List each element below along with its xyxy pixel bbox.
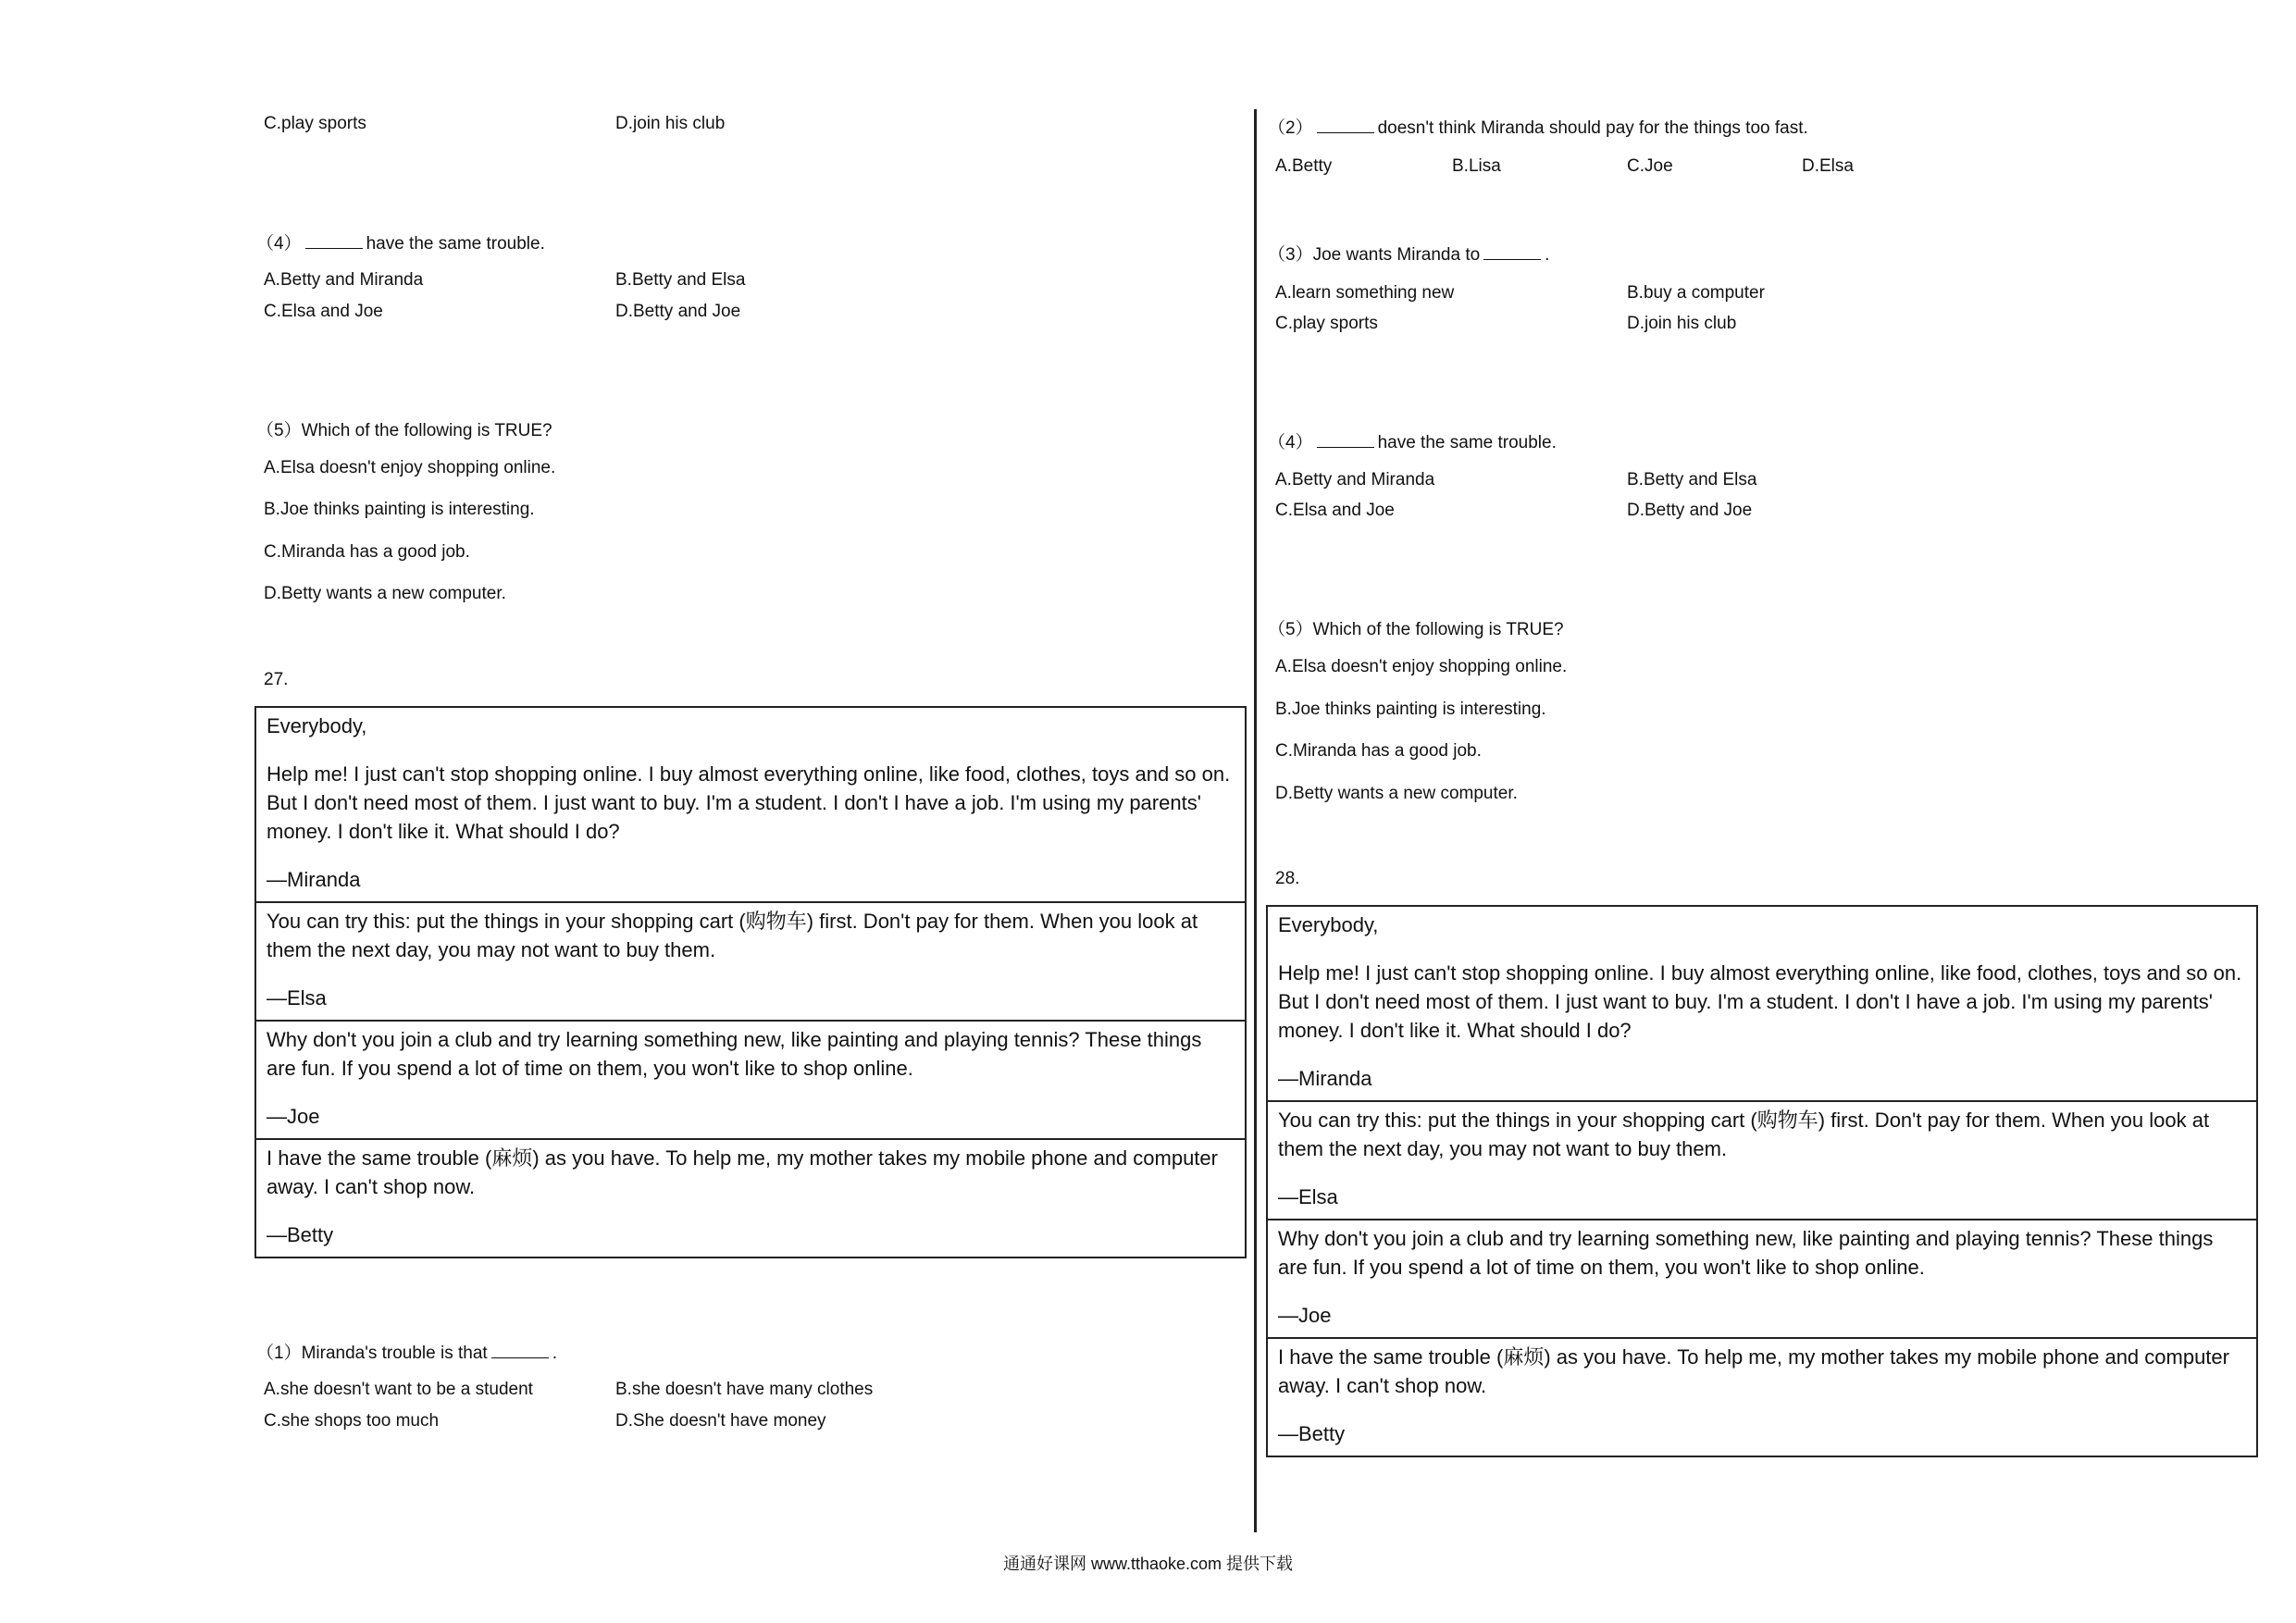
- question-3: [1268, 241, 1549, 266]
- option-c: C.Joe: [1627, 156, 1673, 176]
- answer-blank: [1317, 434, 1374, 448]
- option-b: B.Betty and Elsa: [1627, 470, 1757, 489]
- question-text: have the same trouble.: [1377, 433, 1557, 452]
- option-b: B.Betty and Elsa: [615, 270, 746, 290]
- letter-greeting: Everybody,: [1278, 913, 1379, 936]
- question-number: （4）: [256, 234, 302, 254]
- question-end: .: [552, 1344, 557, 1363]
- letter-body: I have the same trouble (麻烦) as you have. To help me, my mother takes my mobile phone and computer away. I can't shop now.: [267, 1146, 1218, 1198]
- letters-table: [1266, 905, 2258, 1457]
- option-b: B.buy a computer: [1627, 283, 1765, 303]
- question-5: （5）Which of the following is TRUE?: [256, 421, 552, 440]
- option-d: D.Betty and Joe: [1627, 501, 1753, 520]
- letter-row-betty: [255, 1139, 1246, 1258]
- letter-row-miranda: [255, 707, 1246, 902]
- option-b: B.Joe thinks painting is interesting.: [1275, 700, 1546, 719]
- answer-blank: [305, 235, 363, 249]
- letter-cell: [255, 1021, 1246, 1139]
- letter-signature: —Elsa: [267, 986, 327, 1010]
- letter-row-miranda: [1267, 906, 2257, 1101]
- option-a: A.Betty and Miranda: [1275, 470, 1435, 489]
- letter-row-betty: [1267, 1338, 2257, 1456]
- option-d: D.Betty and Joe: [615, 302, 741, 321]
- answer-blank: [1483, 246, 1541, 260]
- question-text: （1）Miranda's trouble is that: [256, 1344, 488, 1363]
- letter-signature: —Joe: [1278, 1304, 1332, 1327]
- option-d: D.She doesn't have money: [615, 1411, 826, 1431]
- letter-cell: [1267, 1220, 2257, 1338]
- option-d: D.join his club: [615, 114, 726, 133]
- letter-cell: [255, 707, 1246, 902]
- option-d: D.Elsa: [1802, 156, 1854, 176]
- question-number: （2）: [1268, 118, 1313, 138]
- column-divider: [1254, 109, 1257, 1532]
- answer-blank: [1317, 119, 1374, 133]
- option-b: B.Lisa: [1452, 156, 1501, 176]
- question-1: [256, 1339, 557, 1364]
- letter-row-elsa: [255, 902, 1246, 1021]
- option-a: A.Betty and Miranda: [264, 270, 424, 290]
- letter-row-joe: [255, 1021, 1246, 1139]
- letter-greeting: Everybody,: [267, 714, 367, 737]
- question-2: [1268, 114, 1808, 139]
- option-c: C.Miranda has a good job.: [1275, 741, 1482, 761]
- option-c: C.Elsa and Joe: [1275, 501, 1395, 520]
- question-text: （3）Joe wants Miranda to: [1268, 245, 1481, 265]
- option-b: B.she doesn't have many clothes: [615, 1380, 874, 1399]
- question-number-28: 28.: [1275, 869, 1300, 888]
- letter-body: You can try this: put the things in your shopping cart (购物车) first. Don't pay for them. When you look at them the next day, you may not want to buy them.: [267, 910, 1198, 961]
- letter-cell: [1267, 1101, 2257, 1220]
- letter-body: You can try this: put the things in your shopping cart (购物车) first. Don't pay for them. When you look at them the next day, you may not want to buy them.: [1278, 1109, 2210, 1160]
- option-d: D.Betty wants a new computer.: [1275, 784, 1518, 803]
- letter-signature: —Betty: [267, 1223, 334, 1246]
- question-number: （4）: [1268, 433, 1313, 452]
- answer-blank: [491, 1344, 549, 1358]
- option-a: A.Elsa doesn't enjoy shopping online.: [1275, 657, 1568, 676]
- option-c: C.she shops too much: [264, 1411, 440, 1431]
- page-footer: 通通好课网 www.tthaoke.com 提供下载: [1002, 1555, 1294, 1573]
- letter-row-joe: [1267, 1220, 2257, 1338]
- option-a: A.she doesn't want to be a student: [264, 1380, 533, 1399]
- option-d: D.join his club: [1627, 314, 1737, 333]
- question-number-27: 27.: [264, 670, 289, 689]
- option-c: C.Elsa and Joe: [264, 302, 383, 321]
- letters-table: [254, 706, 1247, 1258]
- letter-body: Why don't you join a club and try learning something new, like painting and playing tennis? These things are fun. If you spend a lot of time on them, you won't like to shop online.: [1278, 1227, 2214, 1279]
- letter-cell: [255, 1139, 1246, 1258]
- option-c: C.play sports: [1275, 314, 1378, 333]
- option-a: A.Betty: [1275, 156, 1333, 176]
- letter-body: Help me! I just can't stop shopping online. I buy almost everything online, like food, clothes, toys and so on. But I don't need most of them. I just want to buy. I'm a student. I don't I have a job. I'm using my parents' money. I don't like it. What should I do?: [267, 762, 1231, 843]
- letter-signature: —Joe: [267, 1105, 320, 1128]
- question-text: have the same trouble.: [366, 234, 545, 254]
- letter-body: I have the same trouble (麻烦) as you have. To help me, my mother takes my mobile phone and computer away. I can't shop now.: [1278, 1345, 2229, 1397]
- question-4: [1268, 428, 1557, 453]
- option-a: A.Elsa doesn't enjoy shopping online.: [264, 458, 556, 477]
- question-text: doesn't think Miranda should pay for the things too fast.: [1377, 118, 1808, 138]
- letter-body: Why don't you join a club and try learning something new, like painting and playing tennis? These things are fun. If you spend a lot of time on them, you won't like to shop online.: [267, 1028, 1202, 1080]
- letter-signature: —Elsa: [1278, 1185, 1338, 1208]
- letter-row-elsa: [1267, 1101, 2257, 1220]
- option-c: C.Miranda has a good job.: [264, 542, 470, 562]
- letter-signature: —Miranda: [267, 868, 361, 891]
- question-5: （5）Which of the following is TRUE?: [1268, 620, 1564, 639]
- option-b: B.Joe thinks painting is interesting.: [264, 500, 535, 519]
- option-a: A.learn something new: [1275, 283, 1455, 303]
- letter-cell: [1267, 1338, 2257, 1456]
- option-c: C.play sports: [264, 114, 366, 133]
- letter-signature: —Miranda: [1278, 1067, 1372, 1090]
- question-4: [256, 229, 545, 254]
- letter-cell: [255, 902, 1246, 1021]
- option-d: D.Betty wants a new computer.: [264, 584, 506, 603]
- question-end: .: [1545, 245, 1550, 265]
- letter-body: Help me! I just can't stop shopping online. I buy almost everything online, like food, clothes, toys and so on. But I don't need most of them. I just want to buy. I'm a student. I don't I have a job. I'm using my parents' money. I don't like it. What should I do?: [1278, 961, 2242, 1042]
- letter-signature: —Betty: [1278, 1422, 1346, 1445]
- letter-cell: [1267, 906, 2257, 1101]
